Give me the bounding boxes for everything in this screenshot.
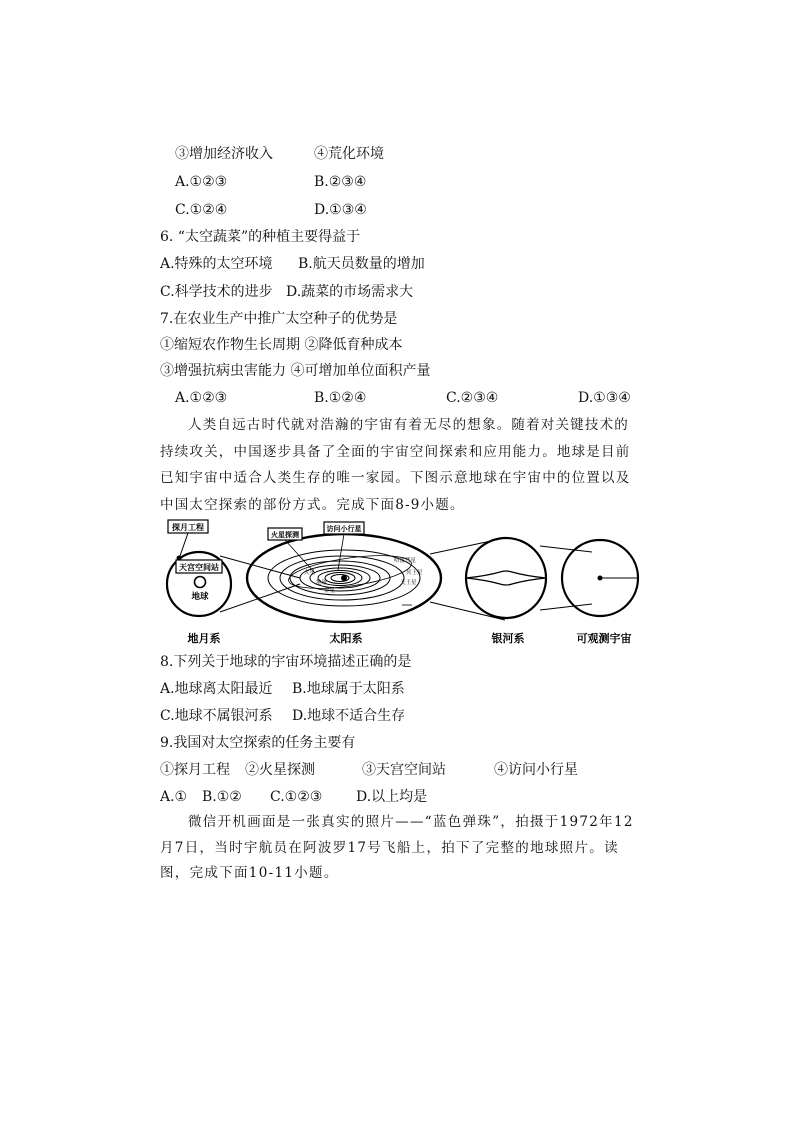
caption-milky-way: 银河系 — [491, 632, 525, 645]
q8-stem: 8.下列关于地球的宇宙环境描述正确的是 — [160, 654, 412, 670]
q9-item-2: ②火星探测 — [245, 762, 315, 778]
passage-universe: 人类自远古时代就对浩瀚的宇宙有着无尽的想象。随着对关键技术的持续攻关，中国逐步具备了全面的宇宙空间探索和应用能力。地球是目前已知宇宙中适合人类生存的唯一家园。下图示意地球在宇宙中的位置以及中国太空探索的部份方式。完成下面8-9小题。 — [160, 417, 631, 513]
q5-item-4: ④荒化环境 — [314, 146, 384, 162]
q7-stem: 7.在农业生产中推广太空种子的优势是 — [160, 311, 398, 327]
earth-label: 地球 — [191, 592, 209, 602]
mars-label: 火星 — [304, 570, 316, 576]
q9-option-b: B.①② — [202, 789, 242, 805]
q5-option-a: A.①②③ — [175, 174, 228, 190]
q9-item-3: ③天宫空间站 — [362, 762, 446, 778]
tiangong-label: 天宫空间站 — [179, 563, 219, 572]
caption-earth-moon: 地月系 — [187, 632, 221, 645]
q8-option-d: D.地球不适合生存 — [292, 708, 406, 724]
q7-items-row-2: ③增强抗病虫害能力 ④可增加单位面积产量 — [160, 363, 431, 379]
q6-option-b: B.航天员数量的增加 — [298, 256, 425, 272]
galaxy-dot — [598, 576, 603, 581]
passage-blue-marble: 微信开机画面是一张真实的照片——“蓝色弹珠”，拍摄于1972年12月7日，当时宇航员在阿波罗17号飞船上，拍下了完整的地球照片。读图，完成下面10-11小题。 — [160, 814, 634, 881]
q9-option-d: D.以上均是 — [356, 789, 428, 805]
q6-stem: 6. “太空蔬菜”的种植主要得益于 — [160, 229, 361, 245]
q7-option-b: B.①②④ — [314, 390, 367, 406]
halley-comet-label: 哈雷彗星 — [394, 558, 417, 564]
milky-way-circle — [466, 538, 546, 618]
q9-option-c: C.①②③ — [270, 789, 323, 805]
q6-option-d: D.蔬菜的市场需求大 — [286, 284, 414, 300]
earth-circle — [195, 577, 206, 588]
q8-option-c: C.地球不属银河系 — [160, 708, 273, 724]
q7-items-row-1: ①缩短农作物生长周期 ②降低育种成本 — [160, 337, 403, 353]
q6-option-a: A.特殊的太空环境 — [160, 256, 273, 272]
q5-option-d: D.①③④ — [314, 202, 367, 218]
q9-item-1: ①探月工程 — [160, 762, 230, 778]
q7-option-d: D.①③④ — [578, 390, 631, 406]
q6-option-c: C.科学技术的进步 — [160, 284, 273, 300]
asteroid-visit-label: 访问小行星 — [326, 525, 362, 533]
mars-exploration-label: 火星探测 — [271, 531, 299, 539]
q5-item-3: ③增加经济收入 — [175, 146, 273, 162]
sun-dot — [341, 575, 347, 581]
q9-option-a: A.① — [160, 789, 188, 805]
caption-solar-system: 太阳系 — [329, 632, 363, 645]
caption-observable-universe: 可观测宇宙 — [576, 632, 632, 645]
pluto-label: 冥王星 — [406, 570, 423, 576]
q5-option-c: C.①②④ — [175, 202, 228, 218]
q8-option-a: A.地球离太阳最近 — [160, 681, 273, 697]
q8-option-b: B.地球属于太阳系 — [292, 681, 405, 697]
q5-option-b: B.②③④ — [314, 174, 367, 190]
q7-option-c: C.②③④ — [446, 390, 499, 406]
q9-stem: 9.我国对太空探索的任务主要有 — [160, 735, 356, 751]
venus-label: 金星 — [324, 588, 336, 594]
uranus-label: 天王星 — [400, 580, 417, 586]
q7-option-a: A.①②③ — [175, 390, 228, 406]
q9-item-4: ④访问小行星 — [494, 762, 578, 778]
galaxy-disc-shape — [466, 571, 546, 585]
earth-position-diagram — [160, 518, 650, 646]
lunar-exploration-label: 探月工程 — [172, 523, 204, 532]
earth-orbit-label: 地球 — [316, 580, 328, 586]
